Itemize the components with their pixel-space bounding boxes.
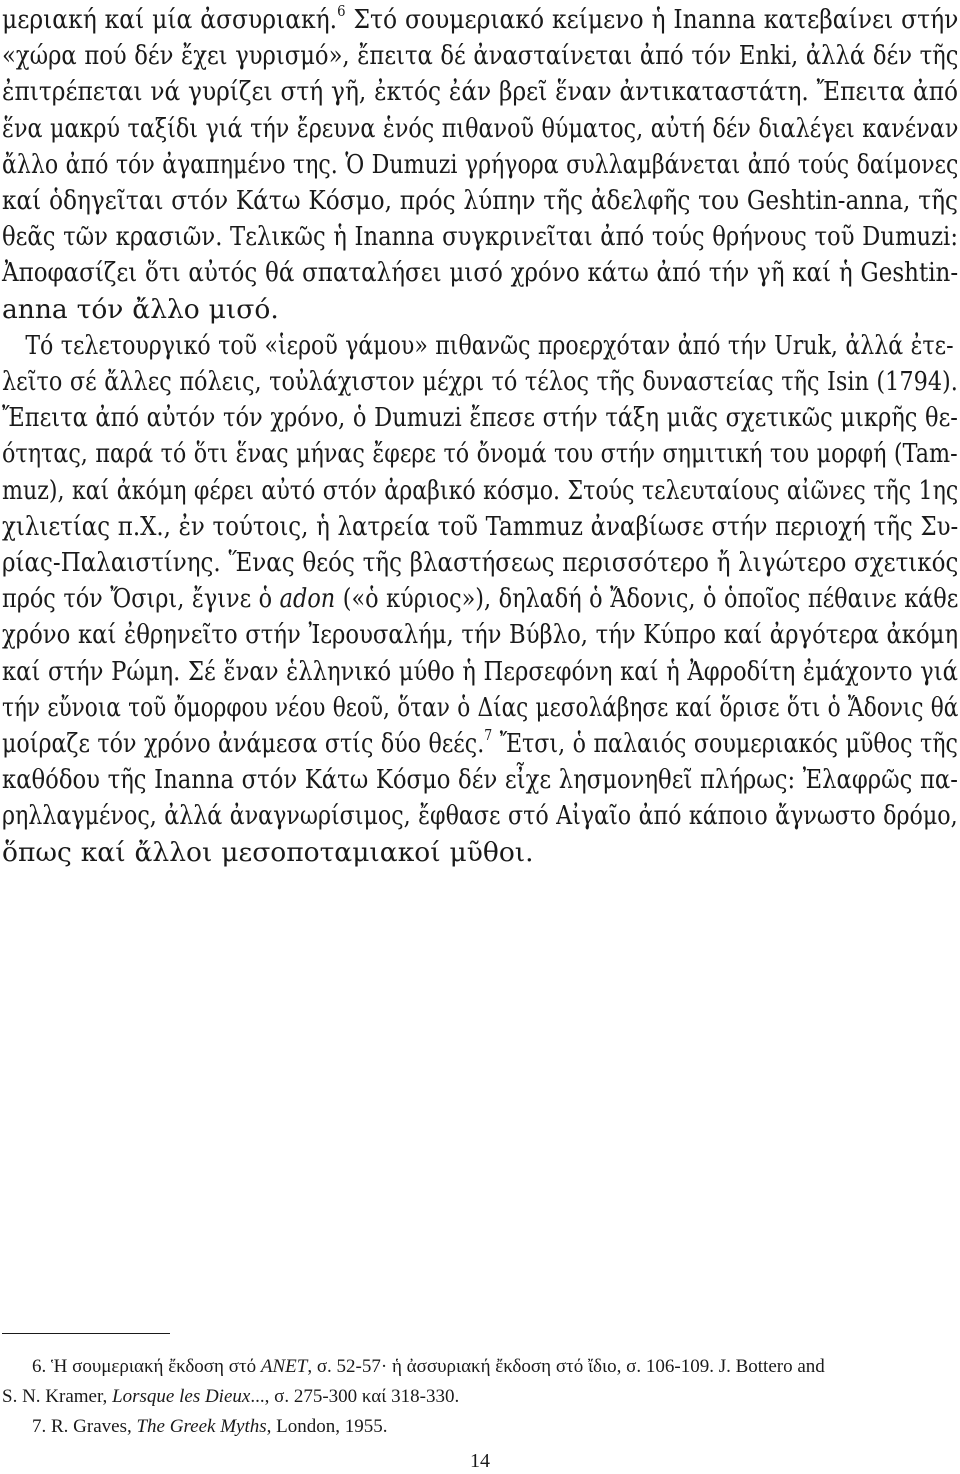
text-fragment: 6. Ἡ σουμεριακή ἔκδοση στό	[32, 1356, 261, 1377]
text-line: Τό τελετουργικό τοῦ «ἱεροῦ γάμου» πιθανῶς προερχόταν ἀπό τήν Uruk, ἀλλά ἐτε-	[25, 329, 954, 361]
paragraph-2	[2, 328, 958, 871]
footnote-ref-6[interactable]: 6	[337, 2, 346, 20]
text-line: ἄλλο ἀπό τόν ἀγαπημένο της. Ὁ Dumuzi γρήγορα συλλαμβάνεται ἀπό τούς δαίμονες	[2, 148, 959, 180]
text-line	[2, 726, 958, 762]
text-line: θεᾶς τῶν κρασιῶν. Τελικῶς ἡ Inanna συγκρινεῖται ἀπό τούς θρήνους τοῦ Dumuzi:	[2, 221, 958, 253]
text-line: ρίας-Παλαιστίνης. Ἕνας θεός τῆς βλαστήσεως περισσότερο ἤ λιγώτερο σχετικός	[2, 547, 959, 579]
text-line: καθόδου τῆς Inanna στόν Κάτω Κόσμο δέν εἶχε λησμονηθεῖ πλήρως: Ἐλαφρῶς πα-	[2, 764, 958, 796]
text-fragment: Στό σουμεριακό κείμενο ἡ Inanna κατεβαίνει στήν	[353, 4, 959, 35]
text-line	[2, 2, 959, 38]
footnote-divider	[2, 1333, 170, 1334]
text-line	[2, 581, 959, 617]
footnotes	[2, 1352, 958, 1442]
text-line: ρηλλαγμένος, ἀλλά ἀναγνωρίσιμος, ἔφθασε στό Αἰγαῖο ἀπό κάποιο ἄγνωστο δρόμο,	[2, 800, 958, 832]
text-line: ὅπως καί ἄλλοι μεσοποταμιακοί μῦθοι.	[2, 836, 534, 868]
footnote-6	[2, 1352, 958, 1382]
text-fragment: μοίραζε τόν χρόνο ἀνάμεσα στίς δύο θεές.	[2, 728, 485, 760]
text-fragment: 7. R. Graves,	[32, 1416, 137, 1437]
text-line: καί στήν Ρώμη. Σέ ἕναν ἑλληνικό μύθο ἡ Περσεφόνη καί ἡ Ἀφροδίτη ἐμάχοντο γιά	[2, 655, 958, 687]
text-fragment: πρός τόν Ὄσιρι, ἔγινε ὁ	[2, 583, 280, 615]
italic-term: Lorsque les Dieux	[112, 1386, 251, 1407]
text-line: Ἀποφασίζει ὅτι αὐτός θά σπαταλήσει μισό χρόνο κάτω ἀπό τήν γῆ καί ἡ Geshtin-	[2, 257, 959, 289]
text-line: muz), καί ἀκόμη φέρει αὐτό στόν ἀραβικό κόσμο. Στούς τελευταίους αἰῶνες τῆς 1ης	[2, 474, 959, 506]
text-line: χρόνο καί ἐθρηνεῖτο στήν Ἰερουσαλήμ, τήν Βύβλο, τήν Κύπρο καί ἀργότερα ἀκόμη	[2, 619, 959, 651]
text-fragment: S. N. Kramer,	[2, 1386, 113, 1407]
text-fragment: μεριακή καί μία ἀσσυριακή.	[2, 4, 338, 35]
footnote-6-continued	[2, 1382, 958, 1412]
text-fragment: ..., σ. 275-300 καί 318-330.	[250, 1386, 460, 1407]
text-fragment: , σ. 52-57· ἡ ἀσσυριακή ἔκδοση στό ἴδιο, σ. 106-109. J. Bottero and	[307, 1356, 825, 1377]
text-fragment: («ὁ κύριος»), δηλαδή ὁ Ἄδονις, ὁ ὁποῖος πέθαινε κάθε	[335, 583, 959, 615]
main-text	[2, 2, 958, 871]
footnote-7	[2, 1412, 958, 1442]
footnote-ref-7[interactable]: 7	[484, 726, 493, 745]
text-line: anna τόν ἄλλο μισό.	[2, 293, 279, 325]
text-line: ότητας, παρά τό ὅτι ἕνας μήνας ἔφερε τό ὄνομά του στήν σημιτική του μορφή (Tam-	[2, 438, 958, 470]
page-number: 14	[470, 1450, 490, 1472]
text-line: ἕνα μακρύ ταξίδι γιά τήν ἔρευνα ἑνός πιθανοῦ θύματος, αὐτή δέν διαλέγει κανέναν	[2, 112, 959, 144]
text-line: χιλιετίας π.Χ., ἐν τούτοις, ἡ λατρεία τοῦ Tammuz ἀναβίωσε στήν περιοχή τῆς Συ-	[2, 510, 959, 542]
text-fragment: , London, 1955.	[266, 1416, 388, 1437]
text-line: λεῖτο σέ ἄλλες πόλεις, τοὐλάχιστον μέχρι τό τέλος τῆς δυναστείας τῆς Isin (1794).	[2, 366, 958, 398]
italic-term: ANET	[260, 1356, 308, 1377]
text-line: καί ὁδηγεῖται στόν Κάτω Κόσμο, πρός λύπην τῆς ἀδελφῆς του Geshtin-anna, τῆς	[2, 185, 958, 217]
text-line: «χώρα πού δέν ἔχει γυρισμό», ἔπειτα δέ ἀνασταίνεται ἀπό τόν Enki, ἀλλά δέν τῆς	[2, 40, 959, 72]
text-line: τήν εὔνοια τοῦ ὄμορφου νέου θεοῦ, ὅταν ὁ Δίας μεσολάβησε καί ὅρισε ὅτι ὁ Ἄδονις θά	[2, 691, 959, 723]
italic-term: adon	[279, 583, 336, 615]
text-line: Ἔπειτα ἀπό αὐτόν τόν χρόνο, ὁ Dumuzi ἔπεσε στήν τάξη μιᾶς σχετικῶς μικρῆς θε-	[2, 402, 958, 434]
text-line: ἐπιτρέπεται νά γυρίζει στή γῆ, ἐκτός ἐάν βρεῖ ἕναν ἀντικαταστάτη. Ἔπειτα ἀπό	[2, 76, 958, 108]
text-fragment: Ἔτσι, ὁ παλαιός σουμεριακός μῦθος τῆς	[492, 728, 958, 760]
italic-term: The Greek Myths	[136, 1416, 267, 1437]
paragraph-1	[2, 2, 958, 328]
